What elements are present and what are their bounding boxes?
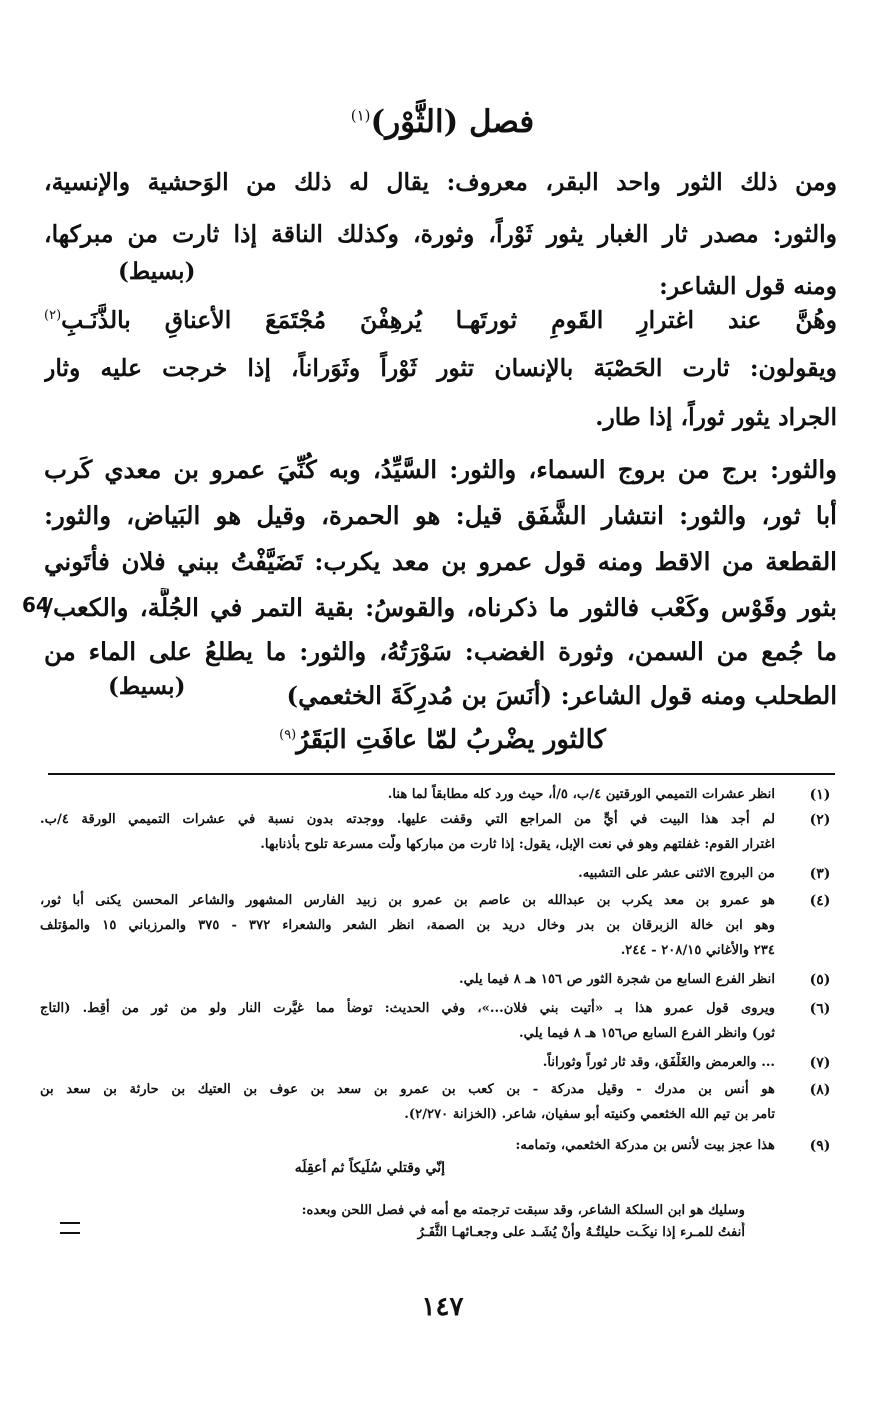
footnote-number: (٧) xyxy=(809,1055,831,1071)
footnote-line: ... والعرمض والغَلْفَق، وقد ثار ثوراً وثوراناً. xyxy=(542,1055,775,1070)
footnote-line: انظر عشرات التميمي الورقتين ٤/ب، ٥/أ، حيث ورد كله مطابقاً لما هنا. xyxy=(387,787,775,802)
footnote-number: (٥) xyxy=(809,972,831,988)
footnote-line: من البروج الاثنى عشر على التشبيه. xyxy=(578,866,775,881)
continuation-mark xyxy=(60,1222,80,1234)
verse-line xyxy=(44,300,837,340)
meter-label: (بسيط) xyxy=(118,258,196,285)
body-line: بثور وقَوْس وكَعْب فالثور ما ذكرناه، والقوسُ: بقية التمر في الجُلَّة، والكعب/ xyxy=(44,593,837,622)
footnote-line: ٢٣٤ والأغاني ٢٠٨/١٥ - ٢٤٤. xyxy=(620,943,775,958)
verse-text: وهُنَّ عند اغترارِ القَومِ ثورتَهـا يُرهِفْنَ مُجْتَمَعَ الأعناقِ بالذَّنَـبِ xyxy=(61,306,837,334)
footnote-number: (١) xyxy=(809,787,831,803)
footnote-ref: (١) xyxy=(350,106,371,125)
body-line: والثور: مصدر ثار الغبار يثور ثَوْراً، وثورة، وكذلك الناقة إذا ثارت من مبركها، xyxy=(44,220,837,248)
footnote-line: لم أجد هذا البيت في أيٍّ من المراجع التي وقفت عليها. ووجدته بدون نسبة في عشرات التميمي الورقة ٤/ب. xyxy=(40,812,775,827)
title-text: فصل (الثَّوْر) xyxy=(370,104,535,140)
footnote-number: (٣) xyxy=(809,866,831,882)
body-line: الطحلب ومنه قول الشاعر: (أنَسَ بن مُدرِكَةَ الخثعمي) xyxy=(286,681,837,710)
footnote-line: ويروى قول عمرو هذا بـ «أتيت بني فلان...»، وفي الحديث: توضأ مما غيَّرت النار ولو من ثور من أقِط. (التاج xyxy=(40,1001,775,1016)
footnote-line: هذا عجز بيت لأنس بن مدركة الخثعمي، وتمامه: xyxy=(515,1138,775,1153)
footnote-line: انظر الفرع السابع من شجرة الثور ص ١٥٦ هـ ٨ فيما يلي. xyxy=(459,972,775,987)
margin-folio-number: 64 xyxy=(22,593,50,617)
footnote-ref: (٩) xyxy=(279,727,297,743)
body-line: والثور: برج من بروج السماء، والثور: السَّيِّدُ، وبه كُنِّيَ عمرو بن معدي كَرب xyxy=(44,455,837,484)
body-line: ومن ذلك الثور واحد البقر، معروف: يقال له ذلك من الوَحشية والإنسية، xyxy=(44,168,837,196)
footnote-verse: أُنفتُ للمـرء إذا نيكَـت حليلتُـهُ وأنْ يُشَـد على وجعـائهـا الثَّفَـرُ xyxy=(417,1225,745,1240)
meter-label: (بسيط) xyxy=(108,673,186,700)
footnote-number: (٦) xyxy=(809,1001,831,1017)
footnote-ref: (٢) xyxy=(44,308,62,324)
footnote-verse: إنّي وقتلي سُلَيكاً ثم أعقِلَه xyxy=(294,1160,445,1176)
footnote-divider xyxy=(48,773,835,775)
body-line: ويقولون: ثارت الحَصْبَة بالإنسان تثور ثَوْراً وثَوَراناً، إذا خرجت عليه وثار xyxy=(44,354,837,382)
verse-fragment xyxy=(0,725,885,755)
footnote-number: (٤) xyxy=(809,893,831,909)
body-line: ومنه قول الشاعر: xyxy=(659,272,837,300)
footnote-line: هو أنس بن مدرك - وقيل مدركة - بن كعب بن عمرو بن سعد بن عوف بن العتيك بن حارثة بن سعد بن xyxy=(40,1082,775,1097)
body-line: ما جُمع من السمن، وثورة الغضب: سَوْرَتُهُ، والثور: ما يطلعُ على الماء من xyxy=(44,637,837,666)
verse-text: كالثور يضْربُ لمّا عافَتِ البَقَرُ xyxy=(296,725,606,755)
footnote-line: وسليك هو ابن السلكة الشاعر، وقد سبقت ترجمته مع أمه في فصل اللحن وبعده: xyxy=(301,1203,745,1218)
footnote-line: وهو ابن خالة الزبرقان بن بدر وخال دريد بن الصمة، انظر الشعر والشعراء ٣٧٢ - ٣٧٥ والمرزباني ١٥ والمؤتلف xyxy=(40,918,775,933)
body-line: أبا ثور، والثور: انتشار الشَّفَق قيل: هو الحمرة، وقيل هو البَياض، والثور: xyxy=(44,501,837,530)
body-line: القطعة من الاقط ومنه قول عمرو بن معد يكرب: تَضَيَّفْتُ ببني فلان فأتَوني xyxy=(44,547,837,576)
page-title xyxy=(0,104,885,140)
footnote-line: هو عمرو بن معد يكرب بن عبدالله بن عاصم بن عمرو بن زبيد الفارس المشهور والشاعر المحسن يكنى أبا ثور، xyxy=(40,893,775,908)
footnote-line: تامر بن تيم الله الخثعمي وكنيته أبو سفيان، شاعر. (الخزانة ٢/٢٧٠). xyxy=(404,1107,775,1122)
footnote-number: (٩) xyxy=(809,1138,831,1154)
footnote-line: ثور) وانظر الفرع السابع ص١٥٦ هـ ٨ فيما يلي. xyxy=(519,1026,775,1041)
footnote-number: (٢) xyxy=(809,812,831,828)
footnote-line: اغترار القوم: غفلتهم وهو في نعت الإبل، يقول: إذا ثارت من مباركها ولّت مسرعة تلوح بأذنابها. xyxy=(260,837,775,852)
body-line: الجراد يثور ثوراً، إذا طار. xyxy=(595,403,837,431)
page-number: ١٤٧ xyxy=(421,1292,464,1322)
footnote-number: (٨) xyxy=(809,1082,831,1098)
